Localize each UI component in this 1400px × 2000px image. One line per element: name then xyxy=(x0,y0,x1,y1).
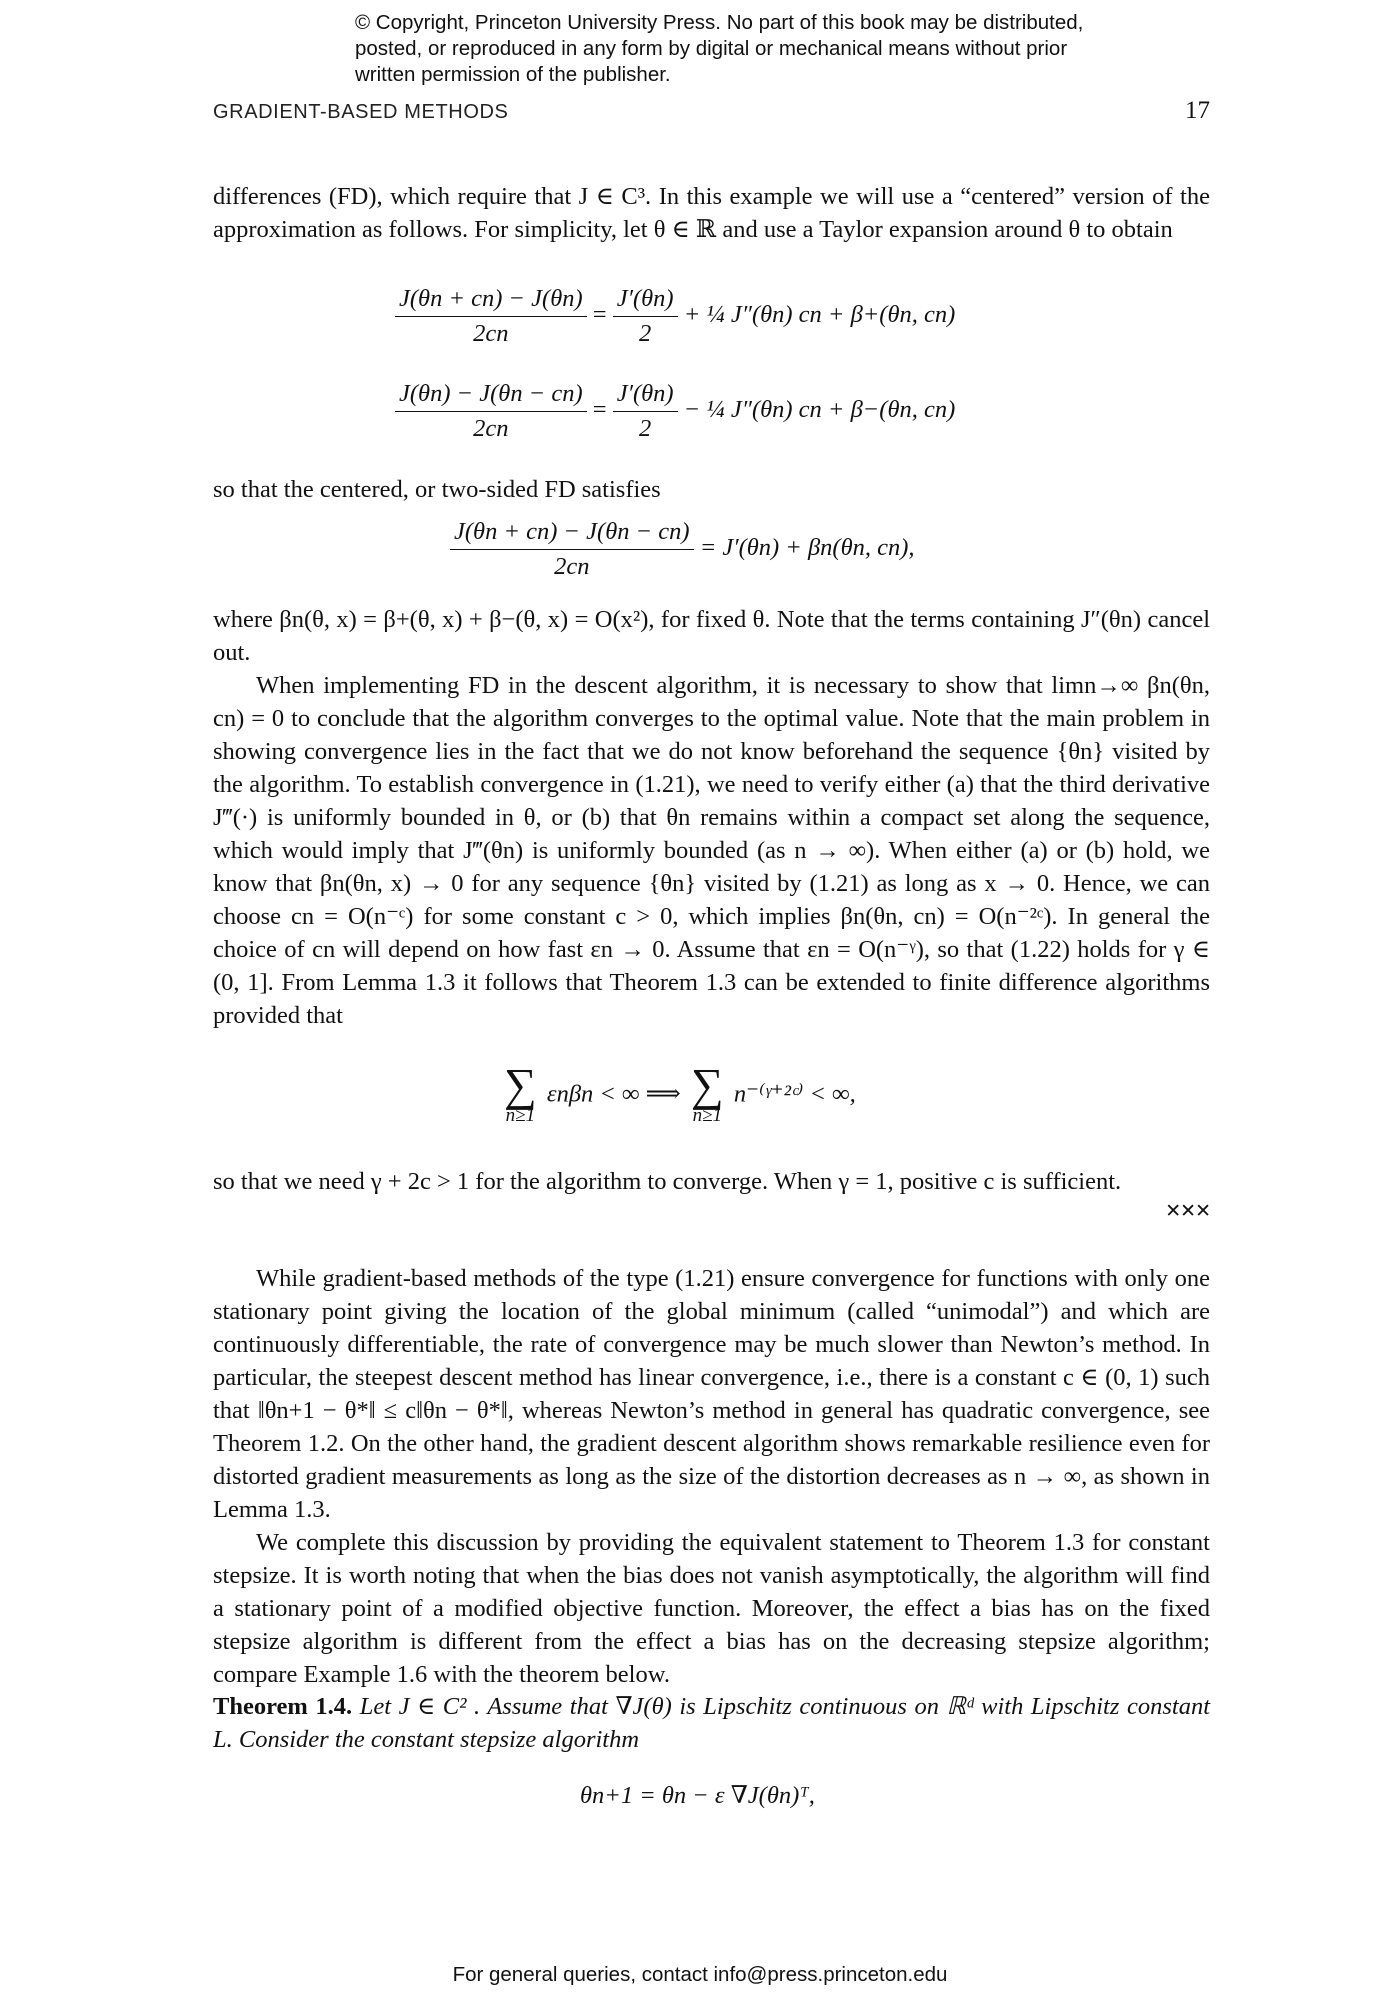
page-number: 17 xyxy=(1185,97,1210,124)
eq1-tail: + ¼ J″(θn) cn + β+(θn, cn) xyxy=(683,301,956,329)
sum-symbol-right: ∑ xyxy=(690,1059,724,1110)
theorem-1-4 xyxy=(213,1690,1210,1756)
equation-backward-fd: $\frac{J(\theta n) - J(\theta n - cn)}{2cn}$ = $\frac{J'(\theta n)}{2}$ − ¼ J″(θn) cn + β−(θn, cn) xyxy=(395,380,955,443)
eq4-left: εnβn < ∞ ⟹ xyxy=(546,1080,681,1108)
eq5-text: θn+1 = θn − ε ∇J(θn)ᵀ, xyxy=(580,1782,815,1809)
eq4-right: n⁻⁽ᵞ⁺²ᶜ⁾ < ∞, xyxy=(733,1080,856,1108)
paragraph-convergence-condition: so that we need γ + 2c > 1 for the algorithm to converge. When γ = 1, positive c is sufficient. xyxy=(213,1168,1122,1195)
footer-contact: For general queries, contact info@press.princeton.edu xyxy=(452,1963,948,1986)
eq2-rhs-numerator: J′(θn) xyxy=(613,380,678,412)
eq2-denominator: 2cn xyxy=(473,415,509,442)
end-of-example-mark: ✕✕✕ xyxy=(1165,1201,1210,1222)
eq2-numerator: J(θn) − J(θn − cn) xyxy=(395,380,587,412)
theorem-statement: Let J ∈ C² . Assume that ∇J(θ) is Lipschitz continuous on ℝᵈ with Lipschitz constant L. Consider the constant stepsize algorithm xyxy=(213,1693,1211,1753)
copyright-notice: © Copyright, Princeton University Press. No part of this book may be distributed, posted, or reproduced in any form by digital or mechanical means without prior written permission of the publisher. xyxy=(355,11,1084,86)
eq1-rhs-numerator: J′(θn) xyxy=(613,285,678,317)
equation-summability xyxy=(500,1059,856,1127)
eq1-numerator: J(θn + cn) − J(θn) xyxy=(395,285,587,317)
sum-limit-left: n≥1 xyxy=(505,1105,536,1126)
eq1-rhs-denominator: 2 xyxy=(639,320,652,347)
eq3-denominator: 2cn xyxy=(554,553,590,580)
running-head: GRADIENT-BASED METHODS xyxy=(213,101,509,123)
eq1-denominator: 2cn xyxy=(473,320,509,347)
paragraph-fd-convergence: When implementing FD in the descent algorithm, it is necessary to show that limn→∞ βn(θn, cn) = 0 to conclude that the algorithm converges to the optimal value. Note that the main problem in showing convergence lies in the fact that we do not know beforehand the sequence {θn} visited by the algorithm. To establish convergence in (1.21), we need to verify either (a) that the third derivative J‴(·) is uniformly bounded in θ, or (b) that θn remains within a compact set along the sequence, which would imply that J‴(θn) is uniformly bounded (as n → ∞). When either (a) or (b) hold, we know that βn(θn, x) → 0 for any sequence {θn} visited by (1.21) as long as x → 0. Hence, we can choose cn = O(n⁻ᶜ) for some constant c > 0, which implies βn(θn, cn) = O(n⁻²ᶜ). In general the choice of cn will depend on how fast εn → 0. Assume that εn = O(n⁻ᵞ), so that (1.22) holds for γ ∈ (0, 1]. From Lemma 1.3 it follows that Theorem 1.3 can be extended to finite difference algorithms provided that xyxy=(213,672,1210,1029)
paragraph-fd-intro: differences (FD), which require that J ∈ C³. In this example we will use a “centered” version of the approximation as follows. For simplicity, let θ ∈ ℝ and use a Taylor expansion around θ to obtain xyxy=(213,183,1210,243)
theorem-title: Theorem 1.4. xyxy=(213,1693,353,1720)
equation-centered-fd xyxy=(450,518,915,581)
eq3-numerator: J(θn + cn) − J(θn − cn) xyxy=(450,518,694,550)
paragraph-constant-stepsize: We complete this discussion by providing the equivalent statement to Theorem 1.3 for constant stepsize. It is worth noting that when the bias does not vanish asymptotically, the algorithm will find a stationary point of a modified objective function. Moreover, the effect a bias has on the fixed stepsize algorithm is different from the effect a bias has on the decreasing stepsize algorithm; compare Example 1.6 with the theorem below. xyxy=(213,1529,1210,1688)
equation-forward-fd: $\frac{J(\theta n + cn) - J(\theta n)}{2cn}$ = $\frac{J'(\theta n)}{2}$ + ¼ J″(θn) cn + β+(θn, cn) xyxy=(395,285,955,348)
sum-limit-right: n≥1 xyxy=(692,1105,723,1126)
eq2-tail: − ¼ J″(θn) cn + β−(θn, cn) xyxy=(683,396,956,424)
eq3-rhs: = J′(θn) + βn(θn, cn), xyxy=(699,534,915,562)
paragraph-gradient-methods: While gradient-based methods of the type (1.21) ensure convergence for functions with only one stationary point giving the location of the global minimum (called “unimodal”) and which are continuously differentiable, the rate of convergence may be much slower than Newton’s method. In particular, the steepest descent method has linear convergence, i.e., there is a constant c ∈ (0, 1) such that ‖θn+1 − θ*‖ ≤ c‖θn − θ*‖, whereas Newton’s method in general has quadratic convergence, see Theorem 1.2. On the other hand, the gradient descent algorithm shows remarkable resilience even for distorted gradient measurements as long as the size of the distortion decreases as n → ∞, as shown in Lemma 1.3. xyxy=(213,1265,1210,1523)
paragraph-beta-definition: where βn(θ, x) = β+(θ, x) + β−(θ, x) = O(x²), for fixed θ. Note that the terms containing J″(θn) cancel out. xyxy=(213,606,1210,666)
paragraph-centered-fd: so that the centered, or two-sided FD satisfies xyxy=(213,476,661,503)
equation-constant-stepsize xyxy=(580,1782,815,1810)
eq2-rhs-denominator: 2 xyxy=(639,415,652,442)
sum-symbol-left: ∑ xyxy=(504,1059,537,1110)
